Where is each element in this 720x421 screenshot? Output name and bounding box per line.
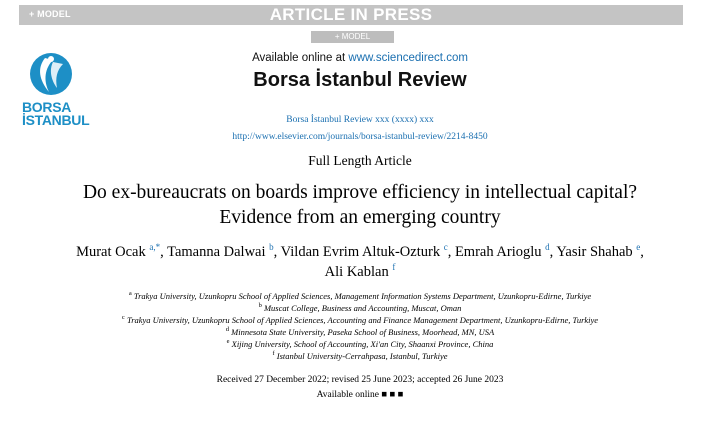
affiliation-text: Istanbul University-Cerrahpasa, Istanbul, Turkiye (276, 351, 448, 361)
author-name: Emrah Arioglu (454, 244, 542, 260)
author-separator: , (273, 244, 281, 260)
model-badge: + MODEL (311, 31, 394, 43)
affiliation-item (0, 350, 720, 362)
author-list (10, 242, 710, 282)
title-line-2: Evidence from an emerging country (219, 207, 501, 228)
affiliation-text: Trakya University, Uzunkopru School of Applied Sciences, Accounting and Finance Management Department, Uzunkopru-Edirne, Turkiye (126, 315, 599, 325)
logo-line-2: İSTANBUL (22, 112, 90, 128)
author-name: Yasir Shahab (556, 244, 633, 260)
author-affil-mark[interactable]: b (269, 242, 274, 253)
affiliation-text: Xijing University, School of Accounting, Xi'an City, Shaanxi Province, China (231, 339, 494, 349)
author-affil-mark[interactable]: f (392, 262, 396, 273)
affiliation-mark: e (226, 338, 230, 346)
logo-line-1: BORSA (22, 99, 72, 115)
author-separator: , (549, 244, 557, 260)
author-affil-mark[interactable]: d (545, 242, 550, 253)
author-name: Vildan Evrim Altuk-Ozturk (280, 244, 441, 260)
available-prefix: Available online at (252, 52, 346, 64)
affiliation-mark: d (225, 326, 230, 334)
affiliation-mark: a (128, 290, 132, 298)
author-name: Tamanna Dalwai (167, 244, 266, 260)
author-affil-mark[interactable]: e (636, 242, 641, 253)
authors-line-2 (10, 262, 710, 282)
article-in-press-label: ARTICLE IN PRESS (269, 5, 433, 24)
article-title (20, 180, 700, 230)
title-line-1: Do ex-bureaucrats on boards improve efficiency in intellectual capital? (82, 182, 638, 203)
affiliation-item (0, 314, 720, 326)
citation-line[interactable]: Borsa İstanbul Review xxx (xxxx) xxx (286, 115, 434, 125)
available-online-date: Available online ■ ■ ■ (316, 390, 404, 400)
received-dates: Received 27 December 2022; revised 25 June 2023; accepted 26 June 2023 (216, 375, 504, 385)
author-affil-mark[interactable]: a,* (149, 242, 161, 253)
affiliation-mark: b (258, 302, 262, 310)
affiliation-item (0, 290, 720, 302)
available-online-line (0, 52, 720, 64)
author-separator: , (447, 244, 455, 260)
affiliation-text: Trakya University, Uzunkopru School of Applied Sciences, Management Information Systems Department, Uzunkopru-Edirne, Turkiye (133, 291, 592, 301)
author-name: Murat Ocak (76, 244, 146, 260)
affiliation-list (0, 290, 720, 362)
author-separator: , (160, 244, 168, 260)
authors-line-1 (10, 242, 710, 262)
affiliation-item (0, 338, 720, 350)
journal-url[interactable]: http://www.elsevier.com/journals/borsa-istanbul-review/2214-8450 (232, 132, 488, 142)
author-separator: , (640, 244, 644, 260)
author-name: Ali Kablan (324, 264, 389, 280)
article-in-press-banner (19, 5, 683, 25)
affiliation-mark: c (121, 314, 125, 322)
banner-model-label: + MODEL (29, 9, 71, 19)
affiliation-text: Muscat College, Business and Accounting, Muscat, Oman (263, 303, 462, 313)
affiliation-item (0, 326, 720, 338)
journal-name: Borsa İstanbul Review (253, 69, 467, 91)
affiliation-mark: f (272, 350, 275, 358)
author-affil-mark[interactable]: c (443, 242, 448, 253)
sciencedirect-link[interactable]: www.sciencedirect.com (348, 52, 468, 64)
affiliation-text: Minnesota State University, Paseka School of Business, Moorhead, MN, USA (231, 327, 495, 337)
article-type: Full Length Article (308, 153, 412, 168)
affiliation-item (0, 302, 720, 314)
